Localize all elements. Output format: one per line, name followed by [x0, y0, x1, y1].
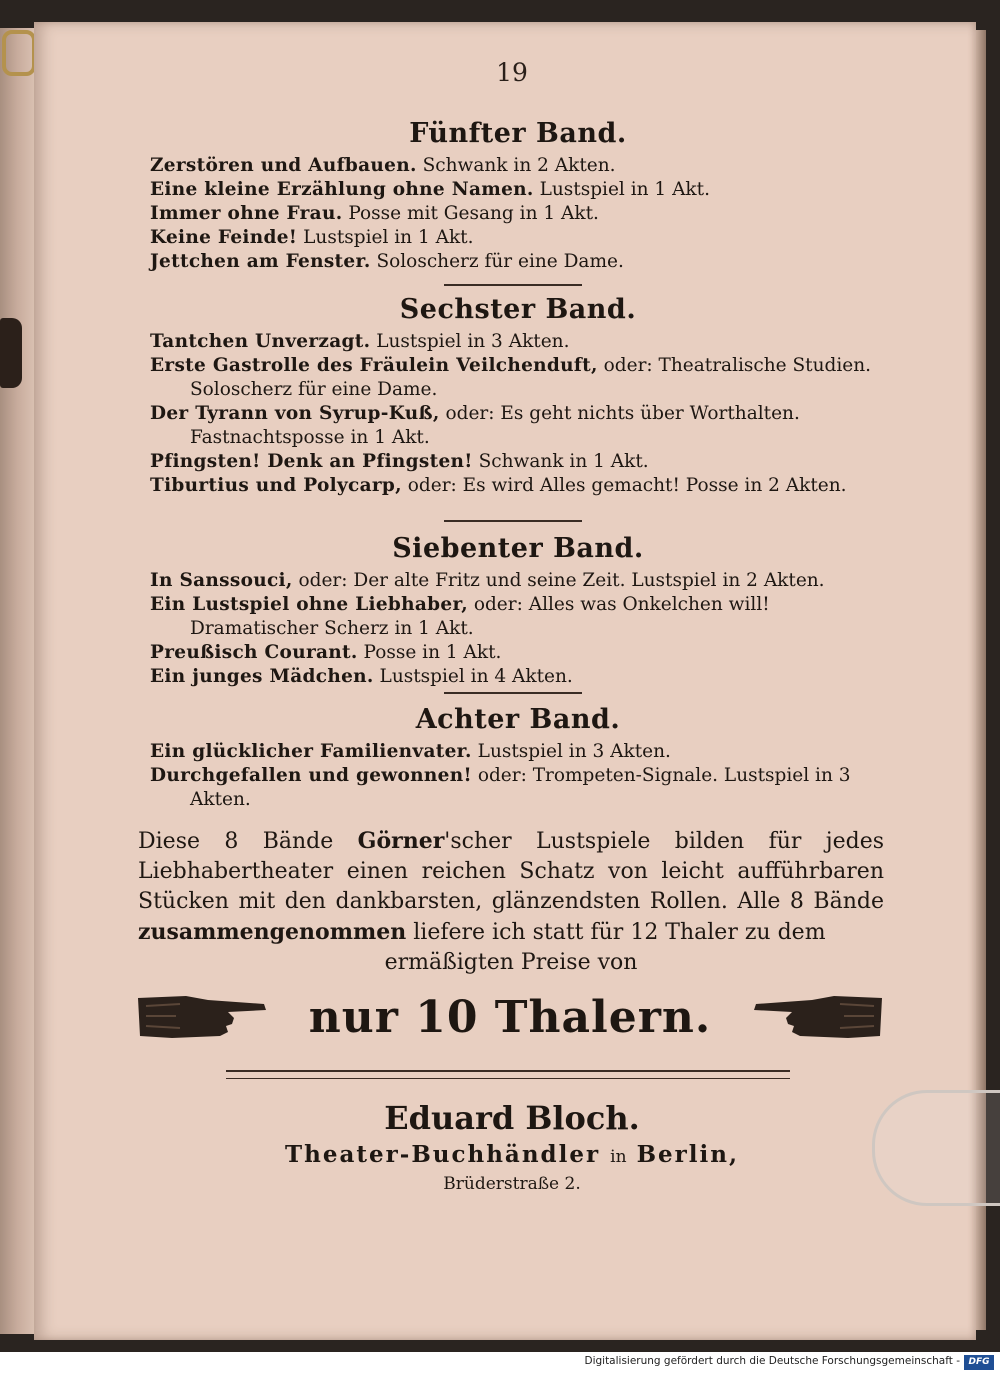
digitization-footer [0, 1352, 1000, 1374]
section-fuenfter-band [150, 118, 886, 274]
play-description: oder: Alles was Onkelchen will! Dramatischer Scherz in 1 Akt. [190, 594, 770, 639]
list-item [150, 354, 886, 402]
list-item [150, 250, 886, 274]
paper-clip [872, 1090, 1000, 1206]
play-description: Lustspiel in 3 Akten. [477, 741, 671, 762]
play-title: Zerstören und Aufbauen. [150, 155, 417, 176]
play-title: Ein glücklicher Familienvater. [150, 741, 472, 762]
play-title: Durchgefallen und gewonnen! [150, 765, 472, 786]
promo-emphasis: zusammengenommen [138, 919, 407, 945]
publisher-role-line [230, 1140, 794, 1172]
play-title: Ein junges Mädchen. [150, 666, 374, 687]
publisher-rule [226, 1070, 790, 1079]
section-siebenter-band [150, 533, 886, 689]
play-description: Lustspiel in 1 Akt. [303, 227, 474, 248]
play-title: Immer ohne Frau. [150, 203, 343, 224]
play-title: Der Tyrann von Syrup-Kuß, [150, 403, 440, 424]
list-item [150, 641, 886, 665]
price-text: nur 10 Thalern. [308, 992, 712, 1043]
promo-text: Diese 8 Bände [138, 829, 358, 854]
list-item [150, 764, 886, 812]
list-item [150, 226, 886, 250]
play-description: oder: Trompeten-Signale. Lustspiel in 3 Akten. [190, 765, 851, 810]
list-item [150, 178, 886, 202]
play-description: Posse mit Gesang in 1 Akt. [348, 203, 599, 224]
play-description: oder: Theatralische Studien. Soloscherz für eine Dame. [190, 355, 872, 400]
list-item [150, 402, 886, 450]
play-description: oder: Es wird Alles gemacht! Posse in 2 Akten. [407, 475, 847, 496]
play-title: Tiburtius und Polycarp, [150, 475, 402, 496]
play-description: Lustspiel in 3 Akten. [376, 331, 570, 352]
footer-text: Digitalisierung gefördert durch die Deutsche Forschungsgemeinschaft - [584, 1355, 960, 1367]
play-description: oder: Der alte Fritz und seine Zeit. Lustspiel in 2 Akten. [298, 570, 825, 591]
section-divider [444, 284, 582, 286]
play-title: Preußisch Courant. [150, 642, 358, 663]
section-title: Sechster Band. [399, 294, 637, 325]
binding-ring [2, 30, 36, 76]
list-item [150, 740, 886, 764]
list-item [150, 450, 886, 474]
dfg-logo: DFG [964, 1355, 994, 1370]
play-title: Keine Feinde! [150, 227, 298, 248]
play-title: Eine kleine Erzählung ohne Namen. [150, 179, 534, 200]
price-banner [136, 984, 884, 1054]
section-divider [444, 692, 582, 694]
section-title: Fünfter Band. [409, 118, 627, 149]
publisher-role: Theater-Buchhändler [285, 1141, 601, 1168]
list-item [150, 330, 886, 354]
page-number: 19 [496, 58, 528, 87]
publisher-address: Brüderstraße 2. [443, 1174, 581, 1194]
promo-last-line: ermäßigten Preise von [384, 950, 638, 975]
publisher-name: Eduard Bloch. [384, 1099, 640, 1137]
play-title: Erste Gastrolle des Fräulein Veilchenduft, [150, 355, 598, 376]
play-description: Lustspiel in 4 Akten. [379, 666, 573, 687]
previous-page-letter-fragment [0, 318, 22, 388]
play-title: Tantchen Unverzagt. [150, 331, 371, 352]
list-item [150, 474, 886, 498]
play-title: Ein Lustspiel ohne Liebhaber, [150, 594, 468, 615]
list-item [150, 665, 886, 689]
pointing-hand-left-icon [752, 992, 884, 1040]
play-title: Jettchen am Fenster. [150, 251, 371, 272]
play-description: Lustspiel in 1 Akt. [539, 179, 710, 200]
previous-page-edge [0, 28, 36, 1334]
promo-paragraph [138, 826, 884, 978]
promo-text: 'scher Lustspiele bilden für jedes Liebhabertheater einen reichen Schatz von leicht aufführbaren Stücken mit den dankbarsten, glänzendsten Rollen. Alle 8 Bände [138, 829, 884, 914]
promo-text: liefere ich statt für 12 Thaler zu dem [406, 920, 826, 945]
promo-author-name: Görner [357, 828, 445, 854]
play-description: Schwank in 1 Akt. [478, 451, 649, 472]
play-title: In Sanssouci, [150, 570, 293, 591]
publisher-in: in [610, 1147, 627, 1167]
section-divider [444, 520, 582, 522]
list-item [150, 569, 886, 593]
pointing-hand-right-icon [136, 992, 268, 1040]
play-description: Soloscherz für eine Dame. [376, 251, 624, 272]
play-description: Posse in 1 Akt. [363, 642, 502, 663]
list-item [150, 593, 886, 641]
publisher-city: Berlin, [636, 1141, 739, 1168]
list-item [150, 154, 886, 178]
play-title: Pfingsten! Denk an Pfingsten! [150, 451, 473, 472]
list-item [150, 202, 886, 226]
section-sechster-band [150, 294, 886, 498]
play-description: Schwank in 2 Akten. [422, 155, 616, 176]
section-title: Siebenter Band. [392, 533, 644, 564]
section-title: Achter Band. [415, 704, 621, 735]
section-achter-band [150, 704, 886, 812]
play-description: oder: Es geht nichts über Worthalten. Fastnachtsposse in 1 Akt. [190, 403, 800, 448]
